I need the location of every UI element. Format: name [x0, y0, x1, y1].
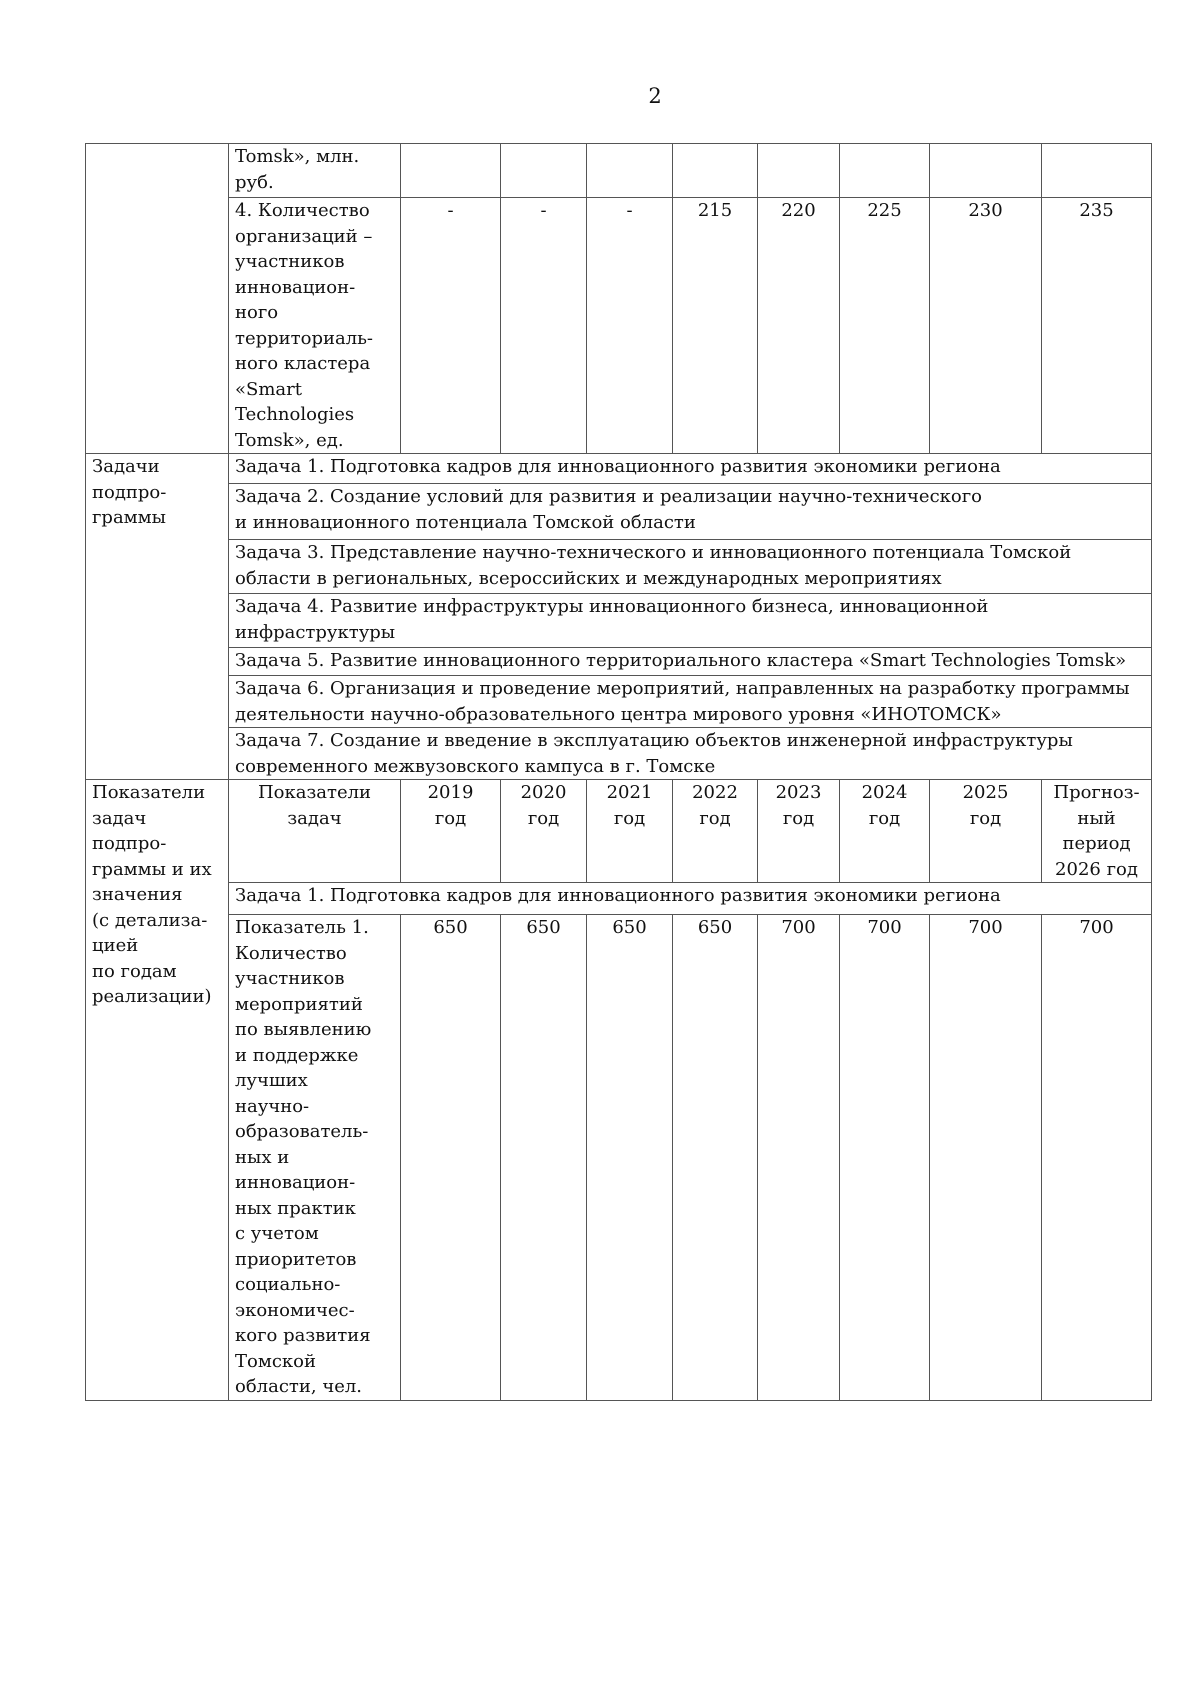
task-cell: Задача 7. Создание и введение в эксплуатацию объектов инженерной инфраструктуры современного межвузовского кампуса в г. Томске: [229, 728, 1152, 780]
task-cell: Задача 2. Создание условий для развития и реализации научно-технического и инновационного потенциала Томской области: [229, 484, 1152, 540]
table-row-task-1-subheader: [86, 883, 1152, 915]
column-header-indicators: Показатели задач: [229, 780, 401, 883]
value-cell: [587, 144, 673, 198]
value-cell: 650: [673, 915, 758, 1401]
table-row-continuation: [86, 144, 1152, 198]
table-row-indicator-4: [86, 198, 1152, 454]
indicators-label-cell: Показатели задач подпро- граммы и их значения (с детализа- цией по годам реализации): [86, 780, 229, 1401]
table-row-indicators-header: [86, 780, 1152, 883]
table-row-indicator-1: [86, 915, 1152, 1401]
value-cell: 700: [840, 915, 930, 1401]
value-cell: [840, 144, 930, 198]
column-header-2025: 2025 год: [930, 780, 1042, 883]
column-header-2022: 2022 год: [673, 780, 758, 883]
subprogram-passport-table: [85, 143, 1152, 1401]
column-header-2023: 2023 год: [758, 780, 840, 883]
value-cell: [1042, 144, 1152, 198]
value-cell: 650: [587, 915, 673, 1401]
task-cell: Задача 6. Организация и проведение мероприятий, направленных на разработку программы деятельности научно-образовательного центра мирового уровня «ИНОТОМСК»: [229, 676, 1152, 728]
value-cell: 230: [930, 198, 1042, 454]
empty-label-cell: [86, 144, 229, 454]
column-header-forecast-2026: Прогноз- ный период 2026 год: [1042, 780, 1152, 883]
tasks-label-cell: Задачи подпро- граммы: [86, 454, 229, 780]
task-cell: Задача 4. Развитие инфраструктуры инновационного бизнеса, инновационной инфраструктуры: [229, 594, 1152, 648]
column-header-2021: 2021 год: [587, 780, 673, 883]
value-cell: [501, 144, 587, 198]
value-cell: 700: [1042, 915, 1152, 1401]
value-cell: 650: [401, 915, 501, 1401]
value-cell: [673, 144, 758, 198]
table-row-task-7: [86, 728, 1152, 780]
indicator-text-cell: Tomsk», млн. руб.: [229, 144, 401, 198]
task-1-subheader-cell: Задача 1. Подготовка кадров для инновационного развития экономики региона: [229, 883, 1152, 915]
indicator-text-cell: Показатель 1. Количество участников мероприятий по выявлению и поддержке лучших научно- образователь- ных и инновацион- ных практик с учетом приоритетов социально- экономичес- кого развития Томской области, чел.: [229, 915, 401, 1401]
value-cell: -: [587, 198, 673, 454]
value-cell: -: [501, 198, 587, 454]
indicator-text-cell: 4. Количество организаций – участников инновацион- ного территориаль- ного кластера «Smart Technologies Tomsk», ед.: [229, 198, 401, 454]
value-cell: 650: [501, 915, 587, 1401]
value-cell: 215: [673, 198, 758, 454]
value-cell: [401, 144, 501, 198]
value-cell: -: [401, 198, 501, 454]
column-header-2024: 2024 год: [840, 780, 930, 883]
page-number: 2: [648, 84, 662, 108]
task-cell: Задача 3. Представление научно-технического и инновационного потенциала Томской области в региональных, всероссийских и международных мероприятиях: [229, 540, 1152, 594]
value-cell: 235: [1042, 198, 1152, 454]
table-row-task-1: [86, 454, 1152, 484]
table-row-task-2: [86, 484, 1152, 540]
table-row-task-5: [86, 648, 1152, 676]
value-cell: 225: [840, 198, 930, 454]
task-cell: Задача 1. Подготовка кадров для инновационного развития экономики региона: [229, 454, 1152, 484]
column-header-2019: 2019 год: [401, 780, 501, 883]
task-cell: Задача 5. Развитие инновационного территориального кластера «Smart Technologies Tomsk»: [229, 648, 1152, 676]
value-cell: 700: [758, 915, 840, 1401]
value-cell: 220: [758, 198, 840, 454]
value-cell: [758, 144, 840, 198]
column-header-2020: 2020 год: [501, 780, 587, 883]
value-cell: 700: [930, 915, 1042, 1401]
table-row-task-3: [86, 540, 1152, 594]
table-row-task-4: [86, 594, 1152, 648]
table-row-task-6: [86, 676, 1152, 728]
value-cell: [930, 144, 1042, 198]
